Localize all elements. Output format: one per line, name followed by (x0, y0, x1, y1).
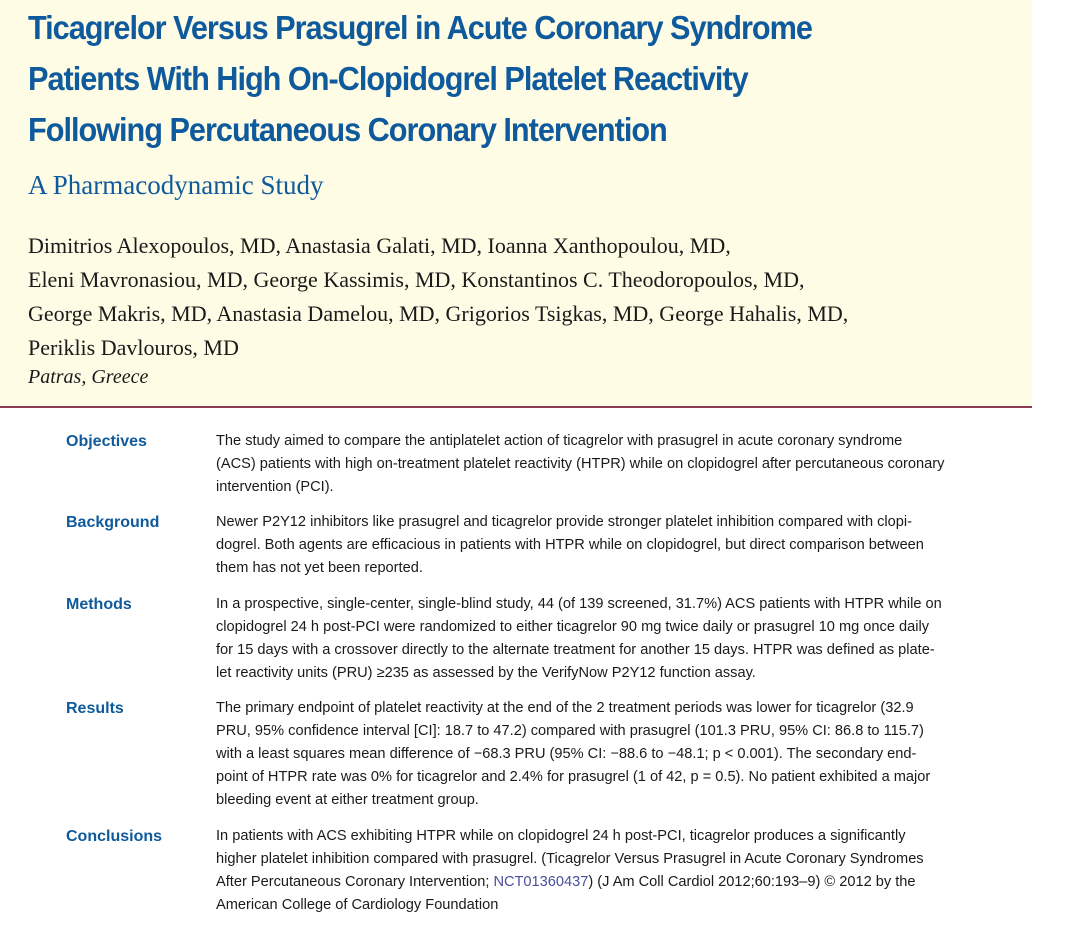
text-line: PRU, 95% confidence interval [CI]: 18.7 to 47.2) compared with prasugrel (101.3 PRU, 95% CI: 86.8 to 115.7) (216, 723, 924, 739)
text-line: let reactivity units (PRU) ≥235 as assessed by the VerifyNow P2Y12 function assay. (216, 665, 756, 681)
text-line: In a prospective, single-center, single-blind study, 44 (of 139 screened, 31.7%) ACS patients with HTPR while on (216, 596, 942, 612)
section-text (216, 697, 1036, 812)
trial-registration-link[interactable]: NCT01360437 (493, 874, 589, 890)
text-line: higher platelet inhibition compared with prasugrel. (Ticagrelor Versus Prasugrel in Acute Coronary Syndromes (216, 851, 924, 867)
text-line: In patients with ACS exhibiting HTPR while on clopidogrel 24 h post-PCI, ticagrelor produces a significantly (216, 828, 906, 844)
text-line: point of HTPR rate was 0% for ticagrelor and 2.4% for prasugrel (1 of 42, p = 0.5). No patient exhibited a major (216, 769, 931, 785)
title-line: Following Percutaneous Coronary Intervention (28, 111, 667, 148)
author-line: George Makris, MD, Anastasia Damelou, MD, Grigorios Tsigkas, MD, George Hahalis, MD, (28, 301, 849, 326)
text-line: intervention (PCI). (216, 479, 334, 495)
section-label: Objectives (66, 433, 147, 450)
text-line: dogrel. Both agents are efficacious in patients with HTPR while on clopidogrel, but direct comparison between (216, 537, 924, 553)
section-text (216, 825, 1036, 917)
article-title (28, 2, 949, 155)
title-line: Patients With High On-Clopidogrel Platelet Reactivity (28, 60, 748, 97)
section-label: Methods (66, 596, 132, 613)
author-line: Periklis Davlouros, MD (28, 335, 239, 360)
author-line: Eleni Mavronasiou, MD, George Kassimis, MD, Konstantinos C. Theodoropoulos, MD, (28, 267, 805, 292)
text-line: American College of Cardiology Foundation (216, 897, 499, 913)
section-label: Conclusions (66, 828, 163, 845)
author-line: Dimitrios Alexopoulos, MD, Anastasia Galati, MD, Ioanna Xanthopoulou, MD, (28, 233, 731, 258)
text-line: Newer P2Y12 inhibitors like prasugrel and ticagrelor provide stronger platelet inhibition compared with clopi- (216, 514, 912, 530)
text-line: for 15 days with a crossover directly to the alternate treatment for another 15 days. HTPR was defined as plate- (216, 642, 935, 658)
affiliation: Patras, Greece (28, 366, 149, 388)
header-divider (0, 406, 1032, 408)
article-subtitle: A Pharmacodynamic Study (28, 170, 324, 200)
text-line: The primary endpoint of platelet reactivity at the end of the 2 treatment periods was lower for ticagrelor (32.9 (216, 700, 914, 716)
text-line: (ACS) patients with high on-treatment platelet reactivity (HTPR) while on clopidogrel after percutaneous coronary (216, 456, 945, 472)
title-line: Ticagrelor Versus Prasugrel in Acute Coronary Syndrome (28, 9, 812, 46)
text-line: clopidogrel 24 h post-PCI were randomized to either ticagrelor 90 mg twice daily or prasugrel 10 mg once daily (216, 619, 930, 635)
text-segment: ) (J Am Coll Cardiol 2012;60:193–9) © 2012 by the (588, 874, 916, 890)
text-segment: After Percutaneous Coronary Intervention; (216, 874, 494, 890)
text-line: with a least squares mean difference of −68.3 PRU (95% CI: −88.6 to −48.1; p < 0.001). The secondary end- (216, 746, 917, 762)
section-label: Background (66, 514, 160, 531)
text-line: The study aimed to compare the antiplatelet action of ticagrelor with prasugrel in acute coronary syndrome (216, 433, 903, 449)
section-text (216, 593, 1036, 685)
author-list (28, 229, 1028, 365)
text-line: bleeding event at either treatment group. (216, 792, 479, 808)
section-label: Results (66, 700, 124, 717)
section-text (216, 430, 1036, 499)
text-line: them has not yet been reported. (216, 560, 423, 576)
text-line (216, 871, 1036, 894)
section-text (216, 511, 1036, 580)
